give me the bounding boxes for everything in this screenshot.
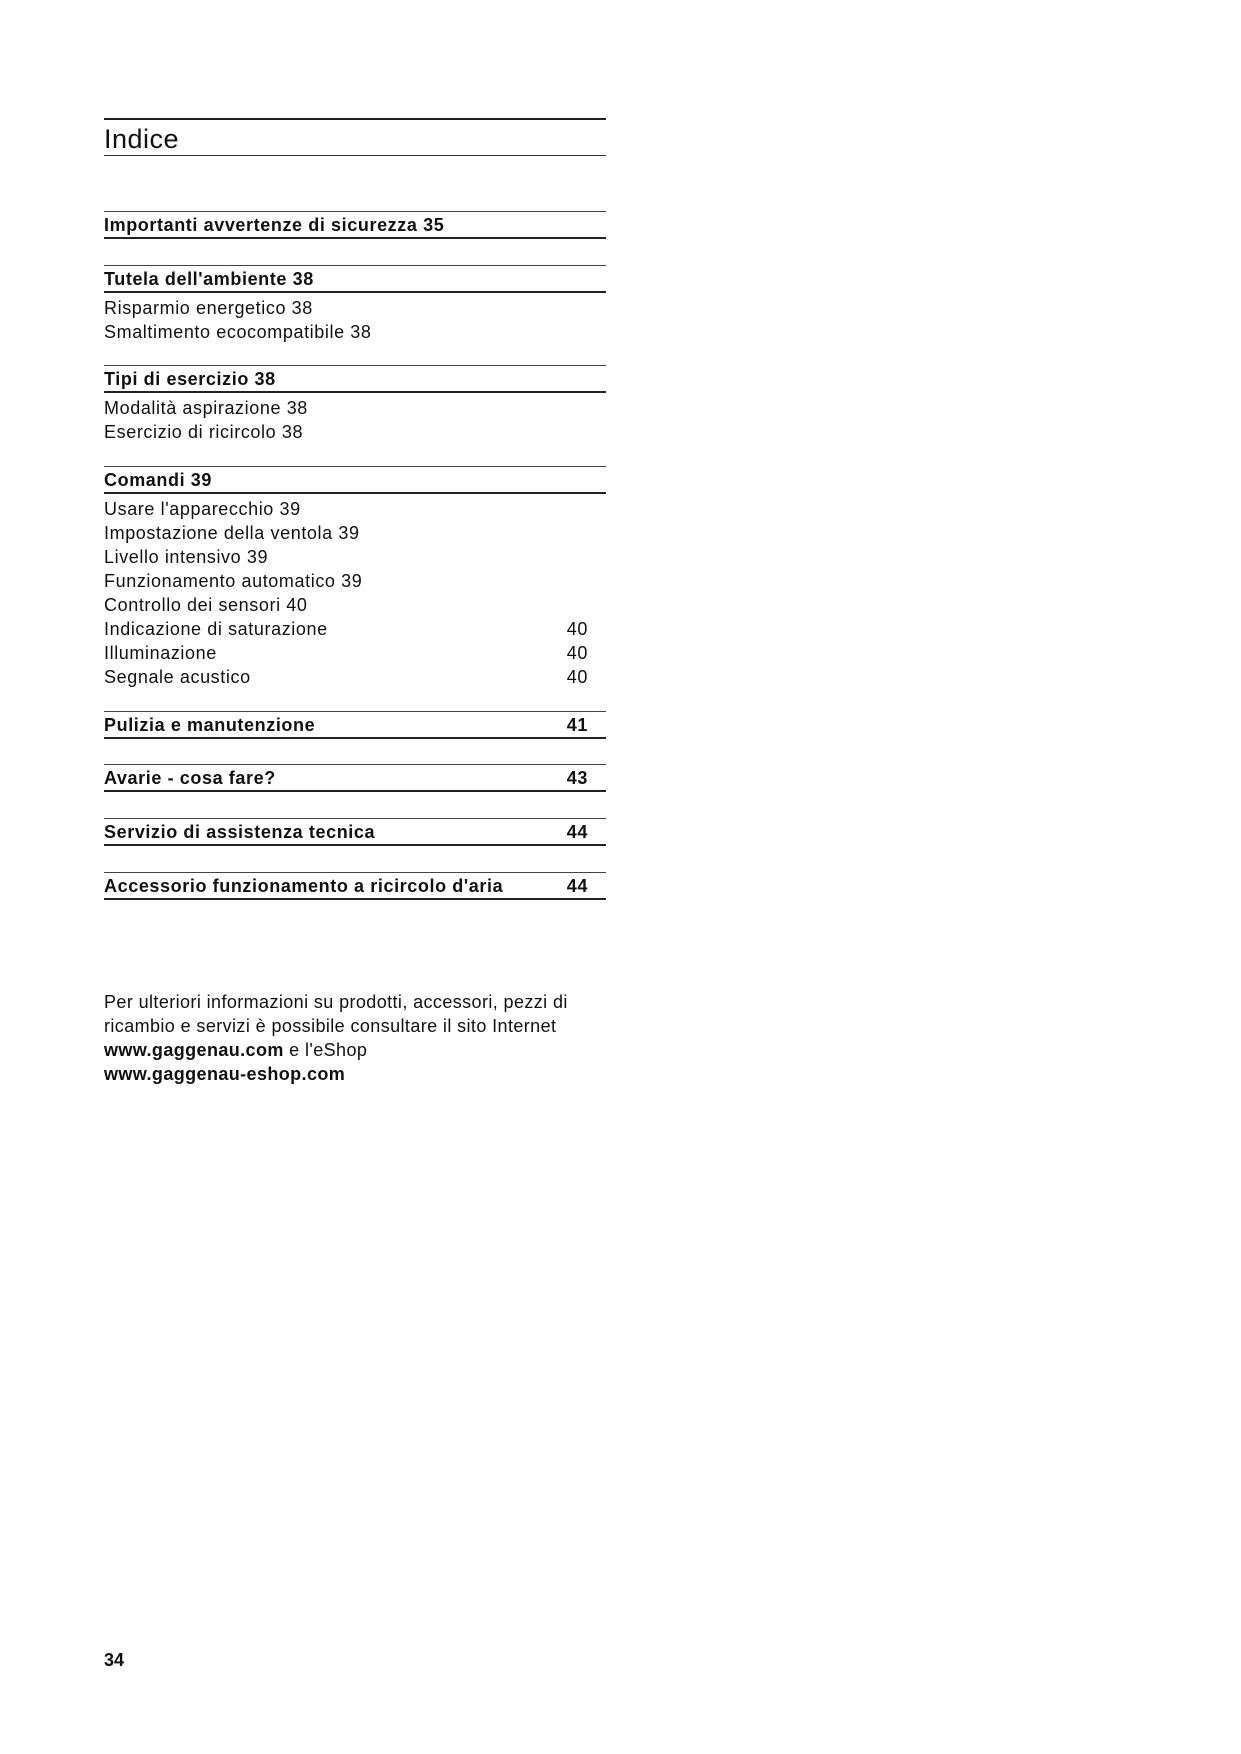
toc-item-label: Esercizio di ricircolo 38 xyxy=(104,422,304,442)
page-title: Indice xyxy=(104,118,606,156)
toc-item-page: 40 xyxy=(566,619,588,639)
toc-section-controls[interactable] xyxy=(104,466,606,494)
toc-item-label: Livello intensivo 39 xyxy=(104,547,269,567)
toc-section-cleaning[interactable] xyxy=(104,711,606,739)
toc-item[interactable] xyxy=(104,545,606,569)
toc-item[interactable] xyxy=(104,593,606,617)
toc-section-page: 41 xyxy=(566,715,588,735)
toc-item[interactable] xyxy=(104,521,606,545)
toc-section-label: Avarie - cosa fare? xyxy=(104,768,276,788)
toc-section-safety[interactable] xyxy=(104,211,606,239)
toc-section-label: Tutela dell'ambiente 38 xyxy=(104,269,314,289)
toc-item[interactable] xyxy=(104,296,606,320)
toc-item[interactable] xyxy=(104,497,606,521)
toc-section-page: 43 xyxy=(566,768,588,788)
website-link[interactable]: www.gaggenau.com xyxy=(104,1040,284,1060)
info-line: Per ulteriori informazioni su prodotti, accessori, pezzi di xyxy=(104,992,568,1012)
toc-section-label: Pulizia e manutenzione xyxy=(104,715,316,735)
page-number: 34 xyxy=(104,1650,125,1670)
info-text: e l'eShop xyxy=(283,1040,368,1060)
toc-item-label: Indicazione di saturazione xyxy=(104,619,328,639)
toc-item-label: Illuminazione xyxy=(104,643,217,663)
toc-section-modes[interactable] xyxy=(104,365,606,393)
info-line: ricambio e servizi è possibile consultare il sito Internet xyxy=(104,1016,557,1036)
toc-item-label: Modalità aspirazione 38 xyxy=(104,398,308,418)
toc-section-page: 44 xyxy=(566,876,588,896)
toc-item-label: Usare l'apparecchio 39 xyxy=(104,499,301,519)
toc-item[interactable] xyxy=(104,665,606,689)
toc-section-label: Tipi di esercizio 38 xyxy=(104,369,276,389)
toc-item-page: 40 xyxy=(566,643,588,663)
info-line xyxy=(104,1062,624,1086)
toc-section-service[interactable] xyxy=(104,818,606,846)
info-line xyxy=(104,1038,624,1062)
toc-item-label: Funzionamento automatico 39 xyxy=(104,571,363,591)
toc-item-label: Controllo dei sensori 40 xyxy=(104,595,308,615)
toc-section-page: 44 xyxy=(566,822,588,842)
toc-item[interactable] xyxy=(104,320,606,344)
toc-section-environment[interactable] xyxy=(104,265,606,293)
toc-section-label: Servizio di assistenza tecnica xyxy=(104,822,376,842)
toc-item-label: Segnale acustico xyxy=(104,667,251,687)
toc-item[interactable] xyxy=(104,641,606,665)
toc-section-troubleshooting[interactable] xyxy=(104,764,606,792)
toc-item[interactable] xyxy=(104,617,606,641)
eshop-link[interactable]: www.gaggenau-eshop.com xyxy=(104,1064,346,1084)
toc-section-label: Importanti avvertenze di sicurezza 35 xyxy=(104,215,445,235)
toc-item-label: Risparmio energetico 38 xyxy=(104,298,313,318)
toc-item[interactable] xyxy=(104,569,606,593)
toc-section-label: Comandi 39 xyxy=(104,470,213,490)
toc-section-label: Accessorio funzionamento a ricircolo d'aria xyxy=(104,876,504,896)
toc-item[interactable] xyxy=(104,420,606,444)
toc-item-label: Smaltimento ecocompatibile 38 xyxy=(104,322,372,342)
toc-item[interactable] xyxy=(104,396,606,420)
info-paragraph xyxy=(104,990,624,1086)
toc-item-page: 40 xyxy=(566,667,588,687)
toc-item-label: Impostazione della ventola 39 xyxy=(104,523,360,543)
toc-section-accessory[interactable] xyxy=(104,872,606,900)
